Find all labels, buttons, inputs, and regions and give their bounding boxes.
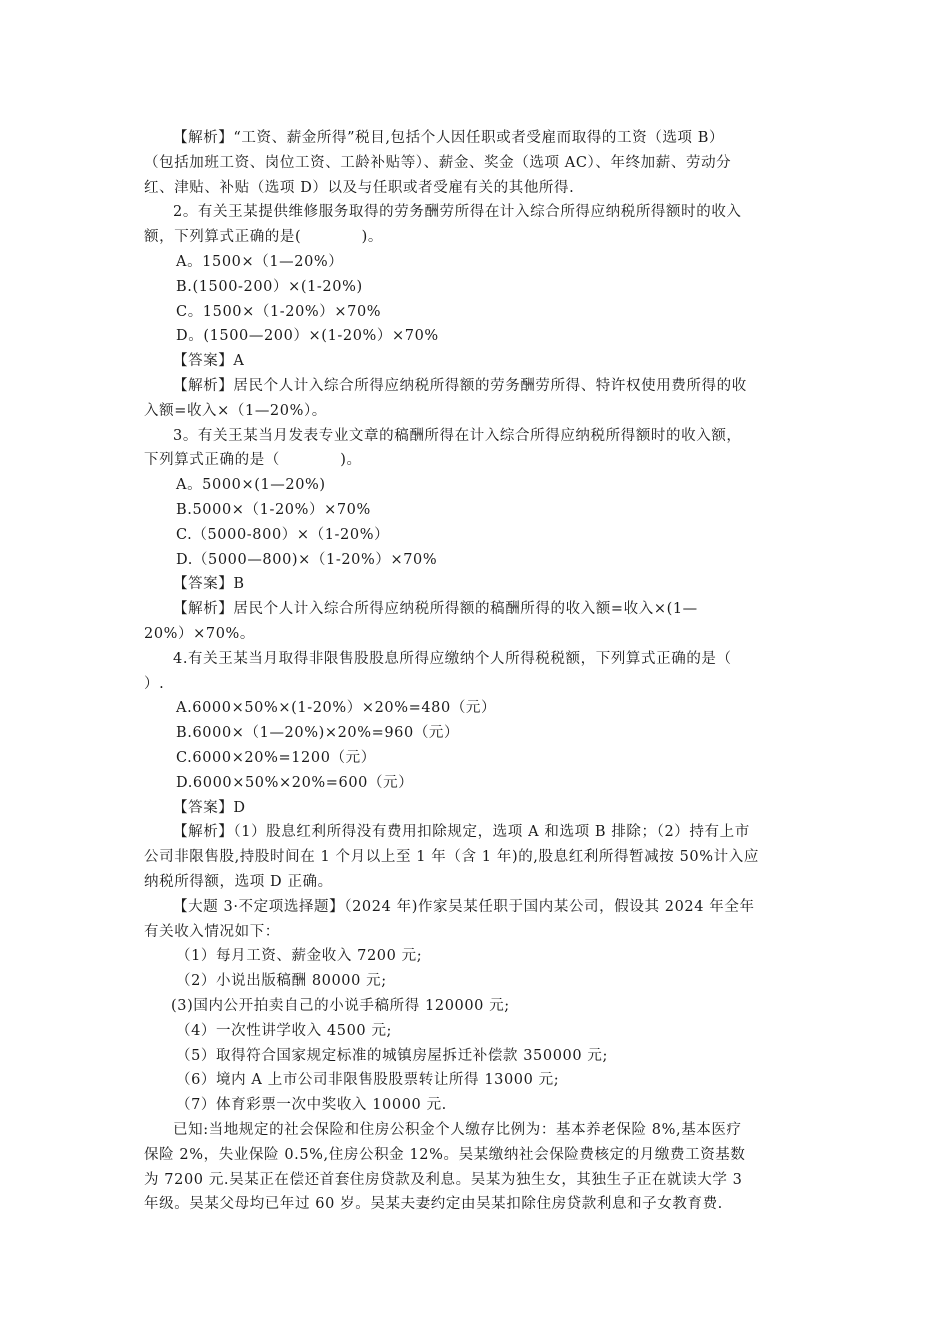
q2-option-a: A。1500×（1—20%） [176,254,344,270]
q4-stem-2: ）. [144,675,165,692]
case3-given-3: 为 7200 元.吴某正在偿还首套住房贷款及利息。吴某为独生女，其独生子正在就读大学 3 [144,1171,743,1188]
case3-given-2: 保险 2%，失业保险 0.5%,住房公积金 12%。吴某缴纳社会保险费核定的月缴费工资基数 [144,1146,746,1163]
q4-option-a: A.6000×50%×(1-20%）×20%=480（元） [176,700,497,717]
q4-option-d: D.6000×50%×20%=600（元） [176,774,414,791]
q1-explanation-3: 红、津贴、补贴（选项 D）以及与任职或者受雇有关的其他所得. [144,179,575,196]
q2-stem-1: 2。有关王某提供维修服务取得的劳务酬劳所得在计入综合所得应纳税所得额时的收入 [173,204,742,221]
case3-given-4: 年级。吴某父母均已年过 60 岁。吴某夫妻约定由吴某扣除住房贷款利息和子女教育费. [144,1196,723,1213]
q3-option-c: C.（5000-800）×（1-20%） [176,526,390,543]
q2-option-b: B.(1500-200）×(1-20%) [176,278,363,295]
q4-explanation-3: 纳税所得额，选项 D 正确。 [144,874,333,890]
q2-stem-2: 额，下列算式正确的是( )。 [144,229,384,246]
q2-option-d: D。(1500—200）×(1-20%）×70% [176,328,439,345]
q4-stem-1: 4.有关王某当月取得非限售股股息所得应缴纳个人所得税税额，下列算式正确的是（ [173,650,732,667]
case3-item-4: （4）一次性讲学收入 4500 元; [176,1022,393,1039]
q4-explanation-2: 公司非限售股,持股时间在 1 个月以上至 1 年（含 1 年)的,股息红利所得暂减按 50%计入应 [144,849,759,866]
case3-item-6: （6）境内 A 上市公司非限售股股票转让所得 13000 元; [176,1072,560,1089]
q3-answer: 【答案】B [173,576,245,593]
q2-answer: 【答案】A [173,353,245,370]
case3-item-2: （2）小说出版稿酬 80000 元; [176,973,387,990]
case3-title-1: 【大题 3·不定项选择题】（2024 年)作家吴某任职于国内某公司，假设其 2024 年全年 [173,898,755,915]
q3-option-d: D.（5000—800)×（1-20%）×70% [176,551,438,568]
case3-item-1: （1）每月工资、薪金收入 7200 元; [176,948,423,965]
q3-stem-2: 下列算式正确的是（ )。 [144,452,362,469]
case3-item-5: （5）取得符合国家规定标准的城镇房屋拆迁补偿款 350000 元; [176,1047,608,1064]
q3-explanation-2: 20%）×70%。 [144,626,256,642]
q4-answer: 【答案】D [173,799,246,816]
q4-option-b: B.6000×（1—20%)×20%=960（元） [176,725,460,742]
q1-explanation-1: 【解析】“工资、薪金所得”税目,包括个人因任职或者受雇而取得的工资（选项 B） [173,130,725,146]
case3-title-2: 有关收入情况如下： [144,923,280,940]
q3-explanation-1: 【解析】居民个人计入综合所得应纳税所得额的稿酬所得的收入额=收入×(1— [173,601,698,618]
q1-explanation-2: （包括加班工资、岗位工资、工龄补贴等）、薪金、奖金（选项 AC）、年终加薪、劳动分 [144,154,732,171]
q2-option-c: C。1500×（1-20%）×70% [176,303,382,320]
q2-explanation-2: 入额=收入×（1—20%）。 [144,402,327,419]
case3-item-7: （7）体育彩票一次中奖收入 10000 元. [176,1097,447,1114]
q4-option-c: C.6000×20%=1200（元） [176,750,376,766]
q4-explanation-1: 【解析】（1）股息红利所得没有费用扣除规定，选项 A 和选项 B 排除；（2）持有上市 [173,824,750,841]
case3-item-3: (3)国内公开拍卖自己的小说手稿所得 120000 元; [171,998,510,1014]
q3-stem-1: 3。有关王某当月发表专业文章的稿酬所得在计入综合所得应纳税所得额时的收入额， [173,427,742,444]
q3-option-a: A。5000×(1—20%) [176,477,326,494]
q3-option-b: B.5000×（1-20%）×70% [176,502,371,518]
case3-given-1: 已知:当地规定的社会保险和住房公积金个人缴存比例为：基本养老保险 8%,基本医疗 [173,1122,742,1138]
q2-explanation-1: 【解析】居民个人计入综合所得应纳税所得额的劳务酬劳所得、特许权使用费所得的收 [173,378,747,394]
